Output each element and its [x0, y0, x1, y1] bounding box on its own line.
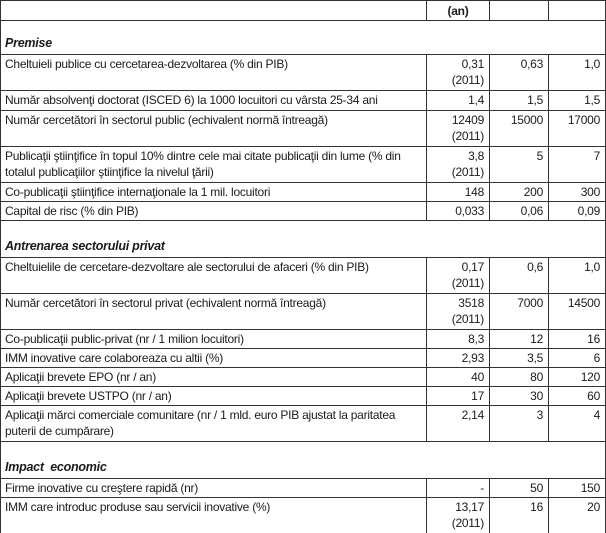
target-mid-cell: 200	[490, 183, 549, 202]
table-row	[1, 368, 606, 387]
target-mid-column-header	[490, 1, 549, 21]
section-row-impact-economic	[1, 442, 606, 479]
target-mid-cell: 3	[490, 406, 549, 442]
target-mid-cell: 16	[490, 498, 549, 533]
baseline-cell: 8,3	[427, 330, 490, 349]
indicator-label: Aplicaţii mărci comerciale comunitare (nr / 1 mld. euro PIB ajustat la paritatea puterii de cumpărare)	[1, 406, 427, 442]
baseline-cell: 1,4	[427, 91, 490, 111]
table-row	[1, 294, 606, 330]
table-row	[1, 91, 606, 111]
header-row	[1, 1, 606, 21]
baseline-cell: 3,8 (2011)	[427, 147, 490, 183]
table-row	[1, 183, 606, 202]
section-title: Premise	[1, 21, 606, 55]
baseline-cell: 3518 (2011)	[427, 294, 490, 330]
target-mid-cell: 7000	[490, 294, 549, 330]
section-row-premise	[1, 21, 606, 55]
indicator-label: Cheltuielile de cercetare-dezvoltare ale sectorului de afaceri (% din PIB)	[1, 258, 427, 294]
baseline-cell: 12409 (2011)	[427, 111, 490, 147]
section-title: Impact economic	[1, 442, 606, 479]
baseline-cell: 13,17 (2011)	[427, 498, 490, 533]
baseline-cell: 0,17 (2011)	[427, 258, 490, 294]
target-mid-cell: 0,06	[490, 202, 549, 221]
baseline-cell: 0,31 (2011)	[427, 55, 490, 91]
indicator-label: Număr absolvenţi doctorat (ISCED 6) la 1000 locuitori cu vârsta 25-34 ani	[1, 91, 427, 111]
target-final-cell: 16	[549, 330, 606, 349]
indicator-label: IMM care introduc produse sau servicii inovative (%)	[1, 498, 427, 533]
table-row	[1, 479, 606, 498]
indicator-label: IMM inovative care colaboreaza cu altii (%)	[1, 349, 427, 368]
target-final-cell: 20	[549, 498, 606, 533]
target-final-cell: 150	[549, 479, 606, 498]
target-final-cell: 0,09	[549, 202, 606, 221]
table-row	[1, 111, 606, 147]
indicator-label: Cheltuieli publice cu cercetarea-dezvoltarea (% din PIB)	[1, 55, 427, 91]
baseline-cell: 17	[427, 387, 490, 406]
target-mid-cell: 5	[490, 147, 549, 183]
table-row	[1, 349, 606, 368]
indicator-label: Număr cercetători în sectorul public (echivalent normă întreagă)	[1, 111, 427, 147]
target-final-cell: 1,5	[549, 91, 606, 111]
indicator-label: Aplicaţii brevete USTPO (nr / an)	[1, 387, 427, 406]
indicator-label: Număr cercetători în sectorul privat (echivalent normă întreagă)	[1, 294, 427, 330]
table-row	[1, 498, 606, 533]
baseline-cell: -	[427, 479, 490, 498]
baseline-cell: 2,14	[427, 406, 490, 442]
indicator-label: Firme inovative cu creştere rapidă (nr)	[1, 479, 427, 498]
table-row	[1, 55, 606, 91]
target-final-column-header	[549, 1, 606, 21]
target-final-cell: 14500	[549, 294, 606, 330]
target-final-cell: 60	[549, 387, 606, 406]
target-mid-cell: 80	[490, 368, 549, 387]
target-mid-cell: 15000	[490, 111, 549, 147]
table-row	[1, 202, 606, 221]
unit-column-header: (an)	[427, 1, 490, 21]
target-final-cell: 7	[549, 147, 606, 183]
target-final-cell: 4	[549, 406, 606, 442]
baseline-cell: 40	[427, 368, 490, 387]
target-mid-cell: 0,6	[490, 258, 549, 294]
baseline-cell: 0,033	[427, 202, 490, 221]
target-mid-cell: 12	[490, 330, 549, 349]
baseline-cell: 2,93	[427, 349, 490, 368]
indicator-label: Aplicaţii brevete EPO (nr / an)	[1, 368, 427, 387]
section-title: Antrenarea sectorului privat	[1, 221, 606, 258]
target-mid-cell: 1,5	[490, 91, 549, 111]
indicator-label: Capital de risc (% din PIB)	[1, 202, 427, 221]
indicator-label: Publicaţii ştiinţifice în topul 10% dintre cele mai citate publicaţii din lume (% din totalul publicaţiilor ştiinţifice la nivelul ţării)	[1, 147, 427, 183]
target-mid-cell: 50	[490, 479, 549, 498]
indicator-label: Co-publicaţii ştiinţifice internaţionale la 1 mil. locuitori	[1, 183, 427, 202]
table-row	[1, 330, 606, 349]
target-mid-cell: 30	[490, 387, 549, 406]
table-row	[1, 147, 606, 183]
target-final-cell: 1,0	[549, 258, 606, 294]
header-label-cell	[1, 1, 427, 21]
target-final-cell: 300	[549, 183, 606, 202]
section-row-sector-privat	[1, 221, 606, 258]
table-row	[1, 387, 606, 406]
target-final-cell: 1,0	[549, 55, 606, 91]
target-mid-cell: 0,63	[490, 55, 549, 91]
target-final-cell: 17000	[549, 111, 606, 147]
target-mid-cell: 3,5	[490, 349, 549, 368]
table-row	[1, 406, 606, 442]
target-final-cell: 120	[549, 368, 606, 387]
table-row	[1, 258, 606, 294]
indicator-label: Co-publicaţii public-privat (nr / 1 milion locuitori)	[1, 330, 427, 349]
baseline-cell: 148	[427, 183, 490, 202]
target-final-cell: 6	[549, 349, 606, 368]
